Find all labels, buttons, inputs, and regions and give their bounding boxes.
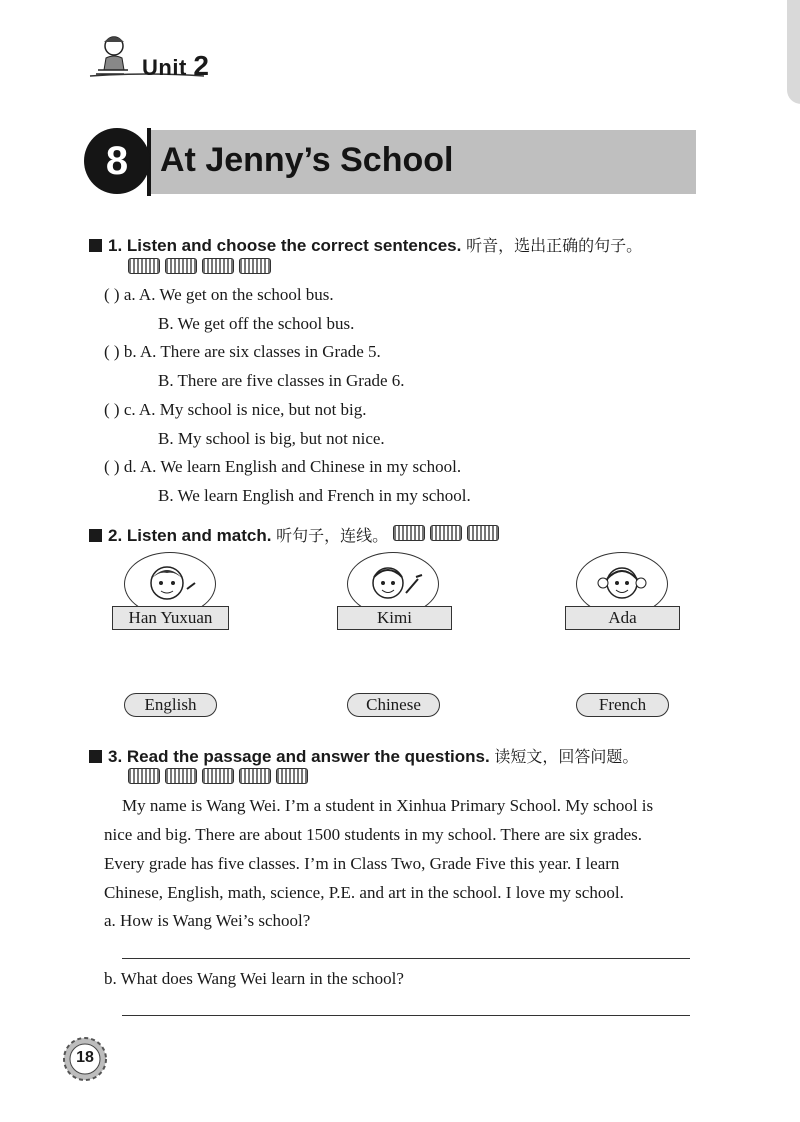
section-bullet-icon xyxy=(89,239,102,252)
audio-cassette-icons xyxy=(128,768,313,789)
language-box-chinese: Chinese xyxy=(347,693,440,717)
language-box-french: French xyxy=(576,693,669,717)
page-edge-tab xyxy=(787,0,800,104)
cassette-icon xyxy=(276,768,308,784)
cassette-icon xyxy=(239,258,271,274)
item-d-option-b: B. We learn English and French in my school. xyxy=(158,486,471,505)
name-box-ada: Ada xyxy=(565,606,680,630)
cassette-icon xyxy=(202,258,234,274)
cassette-icon xyxy=(165,768,197,784)
item-b-option-a: ( ) b. A. There are six classes in Grade 5. xyxy=(104,342,381,361)
language-box-english: English xyxy=(124,693,217,717)
item-a-option-a: ( ) a. A. We get on the school bus. xyxy=(104,285,334,304)
section-bullet-icon xyxy=(89,750,102,763)
cassette-icon xyxy=(202,768,234,784)
section3-heading: 3. Read the passage and answer the questions. 读短文，回答问题。 xyxy=(89,744,638,767)
lesson-number: 8 xyxy=(84,128,150,194)
passage-line: Every grade has five classes. I’m in Class Two, Grade Five this year. I learn xyxy=(104,854,620,873)
cassette-icon xyxy=(430,525,462,541)
answer-line-a[interactable] xyxy=(122,958,690,959)
item-a-option-b: B. We get off the school bus. xyxy=(158,314,355,333)
cassette-icon xyxy=(393,525,425,541)
audio-cassette-icons xyxy=(128,258,276,279)
lesson-title: At Jenny’s School xyxy=(160,141,454,179)
name-box-han-yuxuan: Han Yuxuan xyxy=(112,606,229,630)
passage-line: My name is Wang Wei. I’m a student in Xinhua Primary School. My school is xyxy=(122,796,654,815)
question-a: a. How is Wang Wei’s school? xyxy=(104,911,311,930)
page-number: 18 xyxy=(76,1049,94,1066)
cassette-icon xyxy=(467,525,499,541)
section2-heading: 2. Listen and match. 听句子，连线。 xyxy=(89,523,504,546)
section-bullet-icon xyxy=(89,529,102,542)
item-b-option-b: B. There are five classes in Grade 6. xyxy=(158,371,405,390)
passage-line: nice and big. There are about 1500 students in my school. There are six grades. xyxy=(104,825,643,844)
unit-label: Unit 2 xyxy=(142,50,210,81)
passage-line: Chinese, English, math, science, P.E. and art in the school. I love my school. xyxy=(104,883,624,902)
cassette-icon xyxy=(239,768,271,784)
item-d-option-a: ( ) d. A. We learn English and Chinese in my school. xyxy=(104,457,462,476)
cassette-icon xyxy=(128,768,160,784)
question-b: b. What does Wang Wei learn in the school? xyxy=(104,969,404,988)
item-c-option-a: ( ) c. A. My school is nice, but not big. xyxy=(104,400,367,419)
cassette-icon xyxy=(165,258,197,274)
cassette-icon xyxy=(128,258,160,274)
name-box-kimi: Kimi xyxy=(337,606,452,630)
item-c-option-b: B. My school is big, but not nice. xyxy=(158,429,385,448)
section1-heading: 1. Listen and choose the correct sentences. 听音，选出正确的句子。 xyxy=(89,233,642,256)
answer-line-b[interactable] xyxy=(122,1015,690,1016)
